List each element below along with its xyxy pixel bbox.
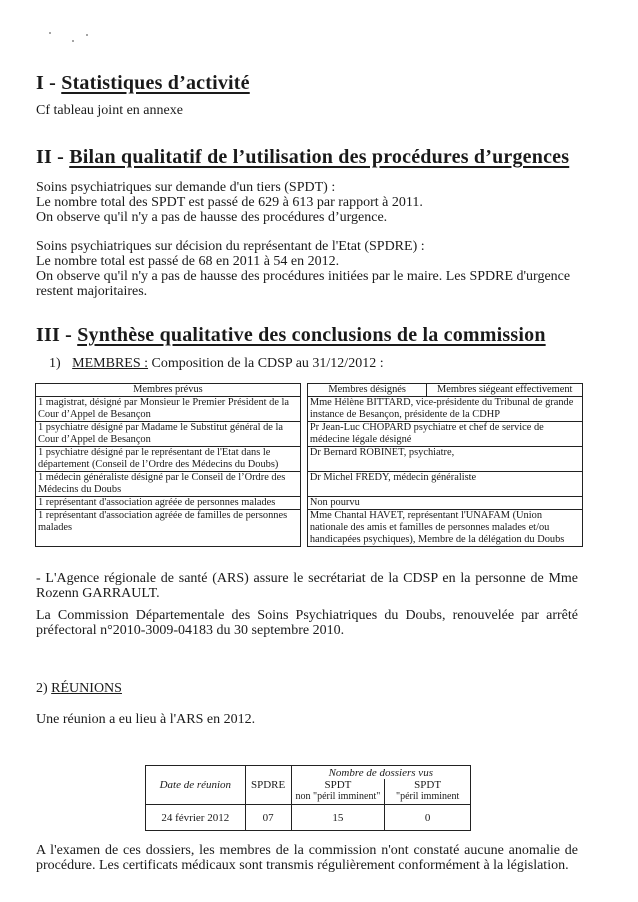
reunion-table <box>145 765 471 831</box>
scan-speck <box>49 32 51 34</box>
table-row <box>36 472 583 497</box>
section-1-text: Cf tableau joint en annexe <box>36 103 183 118</box>
spdre-paragraph <box>36 239 596 299</box>
section-3-heading <box>36 324 546 347</box>
section-1-numeral: I - <box>36 72 57 94</box>
table-gap <box>300 397 307 422</box>
peril-label: "péril imminent <box>396 791 460 802</box>
header-membres-prevus: Membres prévus <box>36 384 301 397</box>
header-membres-designes: Membres désignés <box>307 384 427 397</box>
spdre-line: Soins psychiatriques sur décision du représentant de l'Etat (SPDRE) : <box>36 239 425 254</box>
non-peril-label: non "péril imminent" <box>295 791 381 802</box>
spdt-line: Le nombre total des SPDT est passé de 629 à 613 par rapport à 2011. <box>36 195 423 210</box>
cell-membre-prevu: 1 représentant d'association agréée de personnes malades <box>36 497 301 510</box>
members-table <box>35 383 583 547</box>
membres-rest: Composition de la CDSP au 31/12/2012 : <box>148 356 384 371</box>
conclusion-paragraph: A l'examen de ces dossiers, les membres de la commission n'ont constaté aucune anomalie de procédure. Les certificats médicaux sont transmis régulièrement conformément à la législation. <box>36 843 578 873</box>
spdre-line: On observe qu'il n'y a pas de hausse des procédures initiées par le maire. Les SPDRE d'urgence restent majoritaires. <box>36 269 571 299</box>
cell-spdt-non-peril-value: 15 <box>291 805 385 831</box>
section-1-heading <box>36 72 250 95</box>
membres-subheading <box>49 356 384 372</box>
cell-membre-prevu: 1 représentant d'association agréée de familles de personnes malades <box>36 510 301 547</box>
table-row <box>36 510 583 547</box>
reunions-number: 2) <box>36 681 48 696</box>
section-1-title: Statistiques d’activité <box>61 72 250 94</box>
reunions-subheading <box>36 681 122 697</box>
spdt-line: Soins psychiatriques sur demande d'un tiers (SPDT) : <box>36 180 336 195</box>
header-nombre-dossiers: Nombre de dossiers vus <box>291 766 470 780</box>
section-2-heading <box>36 146 569 169</box>
table-gap <box>300 447 307 472</box>
cell-membre-designe: Dr Michel FREDY, médecin généraliste <box>307 472 582 497</box>
scan-speck <box>72 40 74 42</box>
reunion-paragraph: Une réunion a eu lieu à l'ARS en 2012. <box>36 712 256 727</box>
cell-membre-prevu: 1 médecin généraliste désigné par le Conseil de l’Ordre des Médecins du Doubs <box>36 472 301 497</box>
cell-membre-designe: Non pourvu <box>307 497 582 510</box>
section-2-numeral: II - <box>36 146 65 168</box>
table-gap <box>300 422 307 447</box>
header-spdre: SPDRE <box>245 766 291 805</box>
spdt-line: On observe qu'il n'y a pas de hausse des procédures d’urgence. <box>36 210 388 225</box>
reunions-label: RÉUNIONS <box>51 681 122 696</box>
cell-membre-prevu: 1 psychiatre désigné par Madame le Substitut général de la Cour d’Appel de Besançon <box>36 422 301 447</box>
commission-paragraph: La Commission Départementale des Soins Psychiatriques du Doubs, renouvelée par arrêté préfectoral n°2010-3009-04183 du 30 septembre 2010. <box>36 608 578 638</box>
cell-spdt-peril-value: 0 <box>385 805 471 831</box>
spdt-paragraph <box>36 180 596 225</box>
section-3-numeral: III - <box>36 324 73 346</box>
cell-membre-designe: Mme Chantal HAVET, représentant l'UNAFAM (Union nationale des amis et familles de personnes malades et/ou handicapées psychiques), Membre de la délégation du Doubs <box>307 510 582 547</box>
cell-membre-designe: Dr Bernard ROBINET, psychiatre, <box>307 447 582 472</box>
section-3-title: Synthèse qualitative des conclusions de la commission <box>77 324 546 346</box>
table-row <box>36 447 583 472</box>
membres-label: MEMBRES : <box>72 356 149 371</box>
spdt-label: SPDT <box>414 779 442 791</box>
cell-membre-designe: Mme Hélène BITTARD, vice-présidente du Tribunal de grande instance de Besançon, présidente de la CDHP <box>307 397 582 422</box>
table-row <box>36 397 583 422</box>
table-gap <box>300 497 307 510</box>
cell-membre-prevu: 1 psychiatre désigné par le représentant de l'Etat dans le département (Conseil de l’Ordre des Médecins du Doubs) <box>36 447 301 472</box>
spdre-line: Le nombre total est passé de 68 en 2011 à 54 en 2012. <box>36 254 340 269</box>
header-spdt-peril <box>385 779 471 805</box>
section-2-title: Bilan qualitatif de l’utilisation des procédures d’urgences <box>69 146 570 168</box>
header-spdt-non-peril <box>291 779 385 805</box>
table-row <box>36 422 583 447</box>
members-table-header-row <box>36 384 583 397</box>
cell-membre-prevu: 1 magistrat, désigné par Monsieur le Premier Président de la Cour d’Appel de Besançon <box>36 397 301 422</box>
header-date-reunion: Date de réunion <box>146 766 246 805</box>
membres-number: 1) <box>49 356 61 371</box>
spdt-label: SPDT <box>324 779 352 791</box>
table-row <box>36 497 583 510</box>
cell-date: 24 février 2012 <box>146 805 246 831</box>
scan-speck <box>86 34 88 36</box>
cell-membre-designe: Pr Jean-Luc CHOPARD psychiatre et chef de service de médecine légale désigné <box>307 422 582 447</box>
ars-paragraph: - L'Agence régionale de santé (ARS) assure le secrétariat de la CDSP en la personne de Mme Rozenn GARRAULT. <box>36 571 578 601</box>
table-gap <box>300 510 307 547</box>
table-gap <box>300 384 307 397</box>
cell-spdre-value: 07 <box>245 805 291 831</box>
table-gap <box>300 472 307 497</box>
header-membres-siegeant: Membres siégeant effectivement <box>427 384 583 397</box>
table-row <box>146 805 471 831</box>
